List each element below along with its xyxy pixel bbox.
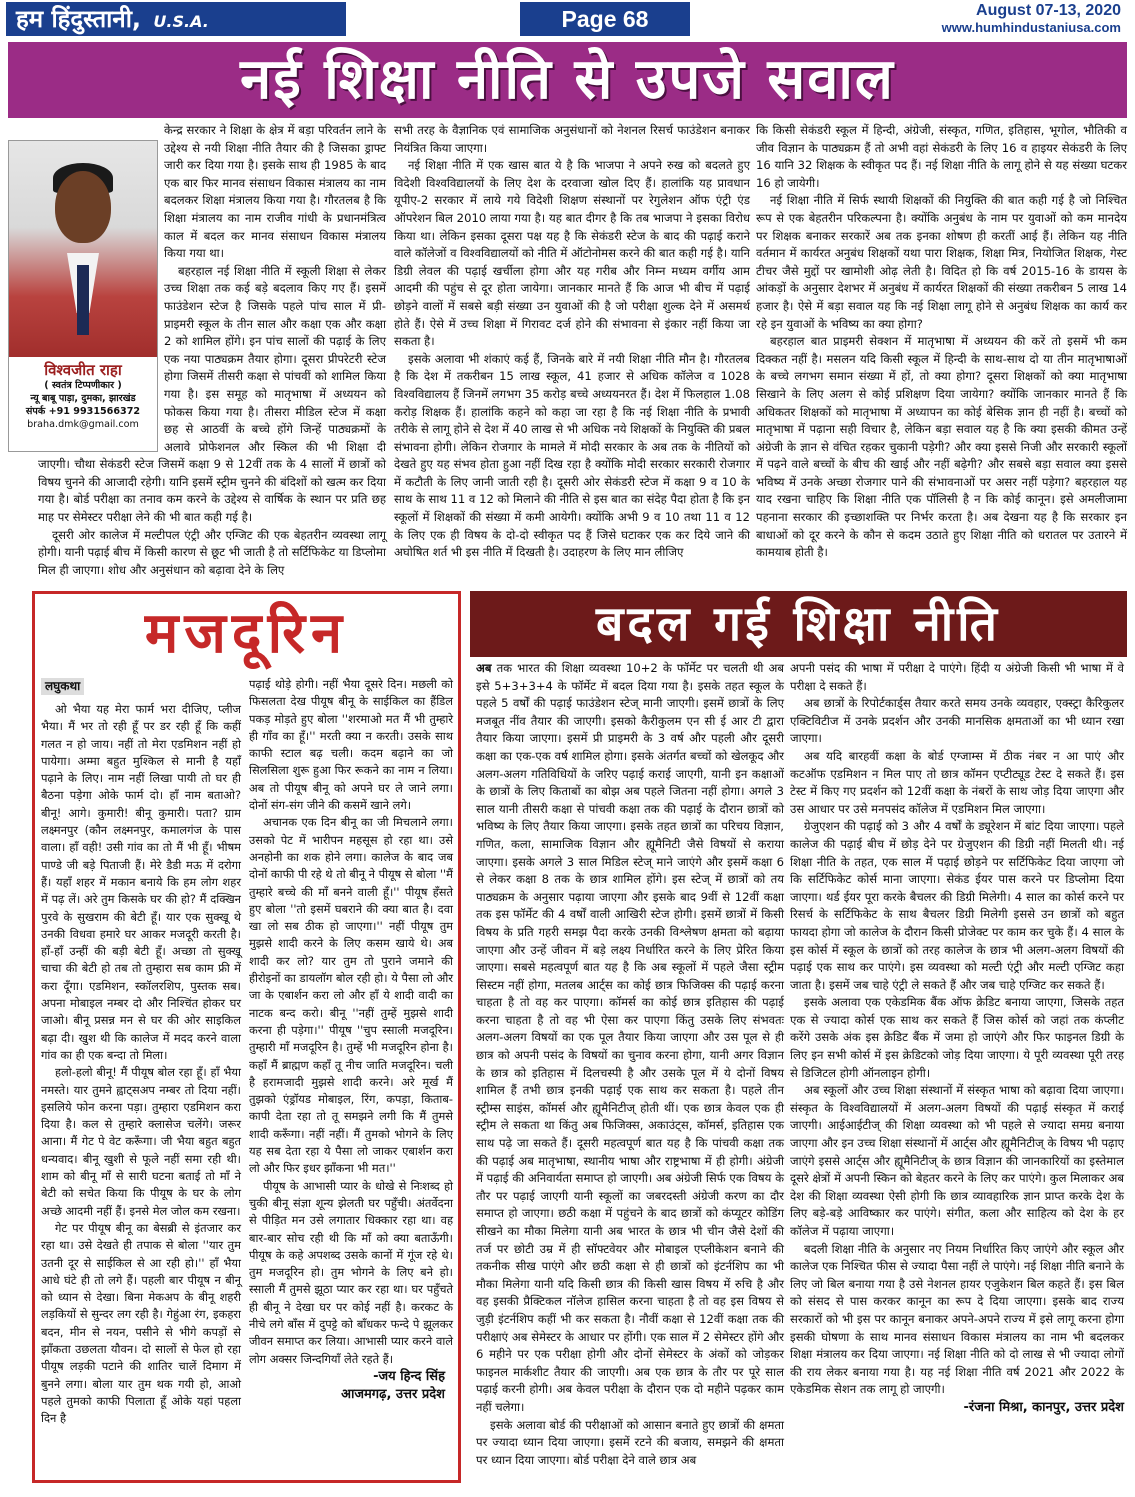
author-name: विश्वजीत राहा bbox=[44, 361, 122, 379]
paragraph: पढ़ाई थोड़े होगी। नहीं भैया दूसरे दिन। मछली को फिसलता देख पीयूष बीनू के साईकिल का हैंडिल पकड़ मोड़ते हुए बोला ''शरमाओ मत मैं भी तुम्हारे ही गाँव का हूँ।'' मरती क्या न करती। उसके साथ काफी स्टाल बढ़ चली। कदम बढ़ाने का जो सिलसिला शुरू हुआ फिर रूकने का नाम न लिया। अब तो पीयूष बीनू को अपने घर ले जाने लगा। दोनों संग-संग जीने की कसमें खाने लगे। bbox=[249, 677, 453, 813]
author-address: न्यू बाबू पाड़ा, दुमका, झारखंड bbox=[30, 393, 136, 404]
paragraph: अपनी पसंद की भाषा में परीक्षा दे पाएंगे। हिंदी य अंग्रेजी किसी भी भाषा में वे परीक्षा दे सकते हैं। bbox=[790, 661, 1124, 693]
website-url[interactable]: www.humhindustaniusa.com bbox=[941, 20, 1121, 35]
story-column-2 bbox=[249, 676, 453, 1480]
paragraph: हलो-हलो बीनू! मैं पीयूष बोल रहा हूँ। हाँ भैया नमस्ते। यार तुमने ह्वाट्सअप नम्बर तो दिया नहीं। इसलिये फोन करना पड़ा। तुम्हारा एडमिशन करा दिया है। कल से तुम्हारे क्लासेज चलेंगे। जरूर आना। मैं गेट पे वेट करूँगा। जी भैया बहुत बहुत धन्यवाद। बीनू खुशी से फूले नहीं समा रही थी। शाम को बीनू माँ से सारी घटना बताई तो माँ ने बेटी को सचेत किया कि पीयूष के घर के लोग अच्छे आदमी नहीं हैं। इनसे मेल जोल कम रखना। bbox=[41, 1065, 241, 1218]
paragraph: बहरहाल बात प्राइमरी सेक्शन में मातृभाषा में अध्ययन की करें तो इसमें भी कम दिक्कत नहीं है। मसलन यदि किसी स्कूल में हिन्दी के साथ-साथ दो या तीन मातृभाषाओं के बच्चे लगभग समान संख्या में हों, तो क्या होगा? दूसरा शिक्षकों को क्या मातृभाषा सिखाने के लिए अलग से कोई प्रशिक्षण दिया जायेगा? क्योंकि जानकार मानते हैं कि अधिकतर शिक्षकों को मातृभाषा में अध्यापन का कोई बेसिक ज्ञान ही नहीं है। बच्चों को मातृभाषा में पढ़ाना सही विचार है, लेकिन बड़ा सवाल यह है कि क्या इसकी कीमत उन्हें अंग्रेजी के ज्ञान से वंचित रहकर चुकानी पड़ेगी? और क्या इससे निजी और सरकारी स्कूलों में पढ़ने वाले बच्चों के बीच की खाई और नहीं बढ़ेगी? और सबसे बड़ा सवाल क्या इससे भविष्य में उनके अच्छा रोजगार पाने की संभावनाओं पर असर नहीं पड़ेगा? बहरहाल यह याद रखना चाहिए कि शिक्षा नीति एक पॉलिसी है न कि कोई कानून। इसे अमलीजामा पहनाना सरकार की इच्छाशक्ति पर निर्भर करता है। अब देखना यह है कि सरकार इन बाधाओं को दूर करने के कौन से कदम उठाते हुए शिक्षा नीति को धरातल पर उतारने में कामयाब होती है। bbox=[756, 334, 1127, 560]
paragraph: अब यदि बारहवीं कक्षा के बोर्ड एग्जाम्स में ठीक नंबर न आ पाएं और कटऑफ एडमिशन न मिल पाए तो छात्र कॉमन एप्टीट्यूड टेस्ट दे सकते हैं। इस टेस्ट में किए गए प्रदर्शन को 12वीं कक्षा के नंबरों के साथ जोड़ दिया जाएगा और उस आधार पर उसे मनपसंद कॉलेज में एडमिशन मिल जाएगा। bbox=[790, 748, 1125, 816]
author-role: ( स्वतंत्र टिप्पणीकार ) bbox=[44, 380, 122, 391]
paragraph: सभी तरह के वैज्ञानिक एवं सामाजिक अनुसंधानों को नेशनल रिसर्च फाउंडेशन बनाकर नियंत्रित किया जाएगा। bbox=[394, 123, 750, 155]
story-byline-place: आजमगढ़, उत्तर प्रदेश bbox=[341, 1386, 445, 1402]
article-right-byline: -रंजना मिश्रा, कानपुर, उत्तर प्रदेश bbox=[963, 1399, 1124, 1415]
story-column-1 bbox=[41, 678, 241, 1478]
lead-word: अब bbox=[476, 661, 492, 675]
top-bar bbox=[0, 0, 1135, 40]
article-top-column-3 bbox=[756, 122, 1127, 584]
paragraph: अब छात्रों के रिपोर्टकार्ड्स तैयार करते समय उनके व्यवहार, एक्स्ट्रा कैरिकुलर एक्टिविटीज में उनके प्रदर्शन और उनकी मानसिक क्षमताओं का भी ध्यान रखा जाएगा। bbox=[790, 696, 1124, 746]
story-kind-label: लघुकथा bbox=[41, 678, 84, 695]
date-block bbox=[942, 2, 1121, 36]
paragraph: नई शिक्षा नीति में सिर्फ स्थायी शिक्षकों की नियुक्ति की बात कही गई है जो निश्चित रूप से एक बेहतरीन परिकल्पना है। क्योंकि अनुबंध के नाम पर युवाओं को कम मानदेय पर शिक्षक बनाकर सरकारें अब तक इनका शोषण ही करतीं आई हैं। लेकिन यह नीति वर्तमान में कार्यरत अनुबंध शिक्षकों यथा पारा शिक्षक, शिक्षा मित्र, नियोजित शिक्षक, गेस्ट टीचर जैसे मुद्दों पर खामोशी ओढ़ लेती है। विदित हो कि वर्ष 2015-16 के डायस के आंकड़ों के अनुसार देशभर में अनुबंध में कार्यरत शिक्षकों की संख्या तकरीबन 5 लाख 14 हजार है। ऐसे में बड़ा सवाल यह कि नई शिक्षा लागू होने से अनुबंध शिक्षक का कार्य कर रहे इन युवाओं के भविष्य का क्या होगा? bbox=[756, 193, 1127, 331]
paragraph: बदली शिक्षा नीति के अनुसार नए नियम निर्धारित किए जाएंगे और स्कूल और कालेज एक निश्चित फीस से ज्यादा पैसा नहीं ले पाएंगे। नई शिक्षा नीति बनाने के लिए जो बिल बनाया गया है उसे नेशनल हायर एजुकेशन बिल कहते हैं। इस बिल को संसद से पास करकर कानून का रूप दे दिया जाएगा। इसके बाद राज्य सरकारों को भी इस पर कानून बनाकर अपने-अपने राज्य में इसे लागू करना होगा इसकी घोषणा के साथ मानव संसाधन विकास मंत्रालय का नाम भी बदलकर शिक्षा मंत्रालय कर दिया जाएगा। नई शिक्षा नीति को दो लाख से भी ज्यादा लोगों की राय लेकर बनाया गया है। यह नई शिक्षा नीति वर्ष 2021 और 2022 के एकेडमिक सेशन तक लागू हो जाएगी। bbox=[790, 1241, 1124, 1397]
paragraph: नई शिक्षा नीति में एक खास बात ये है कि भाजपा ने अपने रुख को बदलते हुए विदेशी विश्वविद्यालयों के लिए देश के दरवाजा खोल दिए हैं। हालांकि यह प्रावधान यूपीए-2 सरकार में लाये गये विदेशी शिक्षण संस्थानों पर रेगुलेशन ऑफ एंट्री एंड ऑपरेशन बिल 2010 लाया गया है। यह बात दीगर है कि तब भाजपा ने इसका विरोध किया था। लेकिन इसका दूसरा पक्ष यह है कि सेकंडरी स्टेज के बाद की पढ़ाई कराने वाले कॉलेजों व विश्वविद्यालयों को नीति में ऑटोनोमस करने की बात कही गई है। यानि डिग्री लेवल की पढ़ाई खर्चीला होगा और यह गरीब और निम्न मध्यम वर्गीय आम आदमी की पहुंच से दूर होता जायेगा। जानकार मानते हैं कि आज भी बीच में पढ़ाई छोड़ने वालों में सबसे बड़ी संख्या उन युवाओं की है जो परीक्षा शुल्क देने में असमर्थ होते हैं। ऐसे में उच्च शिक्षा में गिरावट दर्ज होने की संभावना से इंकार नहीं किया जा सकता है। bbox=[394, 158, 750, 349]
page-number: Page 68 bbox=[520, 2, 690, 36]
paragraph: दूसरी ओर कालेज में मल्टीपल एंट्री और एग्जिट की एक बेहतरीन व्यवस्था लागू होगी। यानी पढ़ाई बीच में किसी कारण से छूट भी जाती है तो सर्टिफिकेट या डिप्लोमा मिल ही जाएगा। शोध और अनुसंधान को बढ़ावा देने के लिए bbox=[38, 527, 386, 577]
article-top-column-1 bbox=[25, 122, 386, 584]
paragraph: अचानक एक दिन बीनू का जी मिचलाने लगा। उसको पेट में भारीपन महसूस हो रहा था। उसे अनहोनी का शक होने लगा। कालेज के बाद जब दोनों काफी पी रहे थे तो बीनू ने पीयूष से बोला ''मैं तुम्हारे बच्चे की माँ बनने वाली हूँ।'' पीयूष हँसते हुए बोला ''तो इसमें घबराने की क्या बात है। दवा खा लो सब ठीक हो जाएगा।'' नहीं पीयूष तुम मुझसे शादी करने के लिए कसम खाये थे। अब शादी कर लो? यार तुम तो पुराने जमाने की हीरोइनों का डायलॉग बोल रही हो। ये पैसा लो और जा के एबार्शन करा लो और हाँ ये शादी वादी का नाटक बन्द करो। बीनू ''नहीं तुम्हें मुझसे शादी करना ही पड़ेगा।'' पीयूष ''चुप स्साली मजदूरिन। तुम्हारी माँ मजदूरिन है। तुम्हें भी मजदूरिन होना है। कहाँ मैं ब्राह्मण कहाँ तू नीच जाति मजदूरिन। चली है हरामजादी मुझसे शादी करने। अरे मूर्ख मैं तुझको एंड्रॉयड मोबाइल, रिंग, कपड़ा, किताब-कापी देता रहा तो तू समझने लगी कि मैं तुमसे शादी करूँगा। नहीं नहीं। मैं तुमको भोगने के लिए यह सब देता रहा ये पैसा लो जाकर एबार्शन करा लो और फिर इधर झाँकना भी मत।'' bbox=[249, 815, 453, 1176]
author-email[interactable]: braha.dmk@gmail.com bbox=[27, 419, 139, 430]
article-right-column-2 bbox=[790, 660, 1124, 1486]
article-top-column-2 bbox=[394, 122, 750, 584]
author-box bbox=[8, 140, 158, 452]
story-box bbox=[32, 591, 461, 1483]
paragraph-text: तक भारत की शिक्षा व्यवस्था 10+2 के फॉर्मेट पर चलती थी अब इसे 5+3+3+4 के फॉर्मेट में बदल दिया गया है। इसके तहत स्कूल के पहले 5 वर्षों की पढ़ाई फाउंडेशन स्टेज् मानी जाएगी। इसमें छात्रों के लिए मजबूत नींव तैयार की जाएगी। इसको कैरीकुलम एन सी ई आर टी द्वारा तैयार किया जाएगा। इसमें प्री प्राइमरी के 3 वर्ष और पहली और दूसरी कक्षा का एक-एक वर्ष शामिल होगा। इसके अंतर्गत बच्चों को खेलकूद और अलग-अलग गतिविधियों के जरिए पढ़ाई कराई जाएगी, यानी इन कक्षाओं के छात्रों के लिए किताबों का बोझ अब पहले जितना नहीं होगा। अगले 3 साल यानी तीसरी कक्षा से पांचवी कक्षा तक की पढ़ाई के दौरान छात्रों को भविष्य के लिए तैयार किया जाएगा। इसके तहत छात्रों का परिचय विज्ञान, गणित, कला, सामाजिक विज्ञान और ह्यूमैनिटी जैसे विषयों से कराया जाएगा। इसके अगले 3 साल मिडिल स्टेज् माने जाएंगे और इसमें कक्षा 6 से लेकर कक्षा 8 तक के छात्र शामिल होंगे। इस स्टेज् में छात्रों को तय पाठ्यक्रम के अनुसार पढ़ाया जाएगा और इसके बाद 9वीं से 12वीं कक्षा तक इस फॉर्मेट की 4 वर्षों वाली आखिरी स्टेज होगी। इसमें छात्रों में किसी विषय के प्रति गहरी समझ पैदा करके उनकी विश्लेषण क्षमता को बढ़ाया जाएगा और उन्हें जीवन में बड़े लक्ष्य निर्धारित करने के लिए प्रेरित किया जाएगा। सबसे महत्वपूर्ण बात यह है कि अब स्कूलों में पहले जैसा स्ट्रीम सिस्टम नहीं होगा, मतलब आर्ट्स का कोई छात्र फिजिक्स की पढ़ाई करना चाहता है तो वह कर पाएगा। कॉमर्स का कोई छात्र इतिहास की पढ़ाई करना चाहता है तो वह भी ऐसा कर पाएगा किंतु उसके लिए संभवतः अलग-अलग विषयों का एक पूल तैयार किया जाएगा और उस पूल से ही छात्र को अपनी पसंद के विषयों का चुनाव करना होगा, यानी अगर विज्ञान के छात्र को इतिहास में दिलचस्पी है और उसके पूल में ये दोनों विषय शामिल हैं तभी छात्र इनकी पढ़ाई एक साथ कर सकता है। पहले तीन स्ट्रीम्स साइंस, कॉमर्स और ह्यूमैनिटीज् होती थीं। एक छात्र केवल एक ही स्ट्रीम ले सकता था किंतु अब फिजिक्स, अकाउंट्स, कॉमर्स, इतिहास एक साथ पढ़े जा सकते हैं। दूसरी महत्वपूर्ण बात यह है कि पांचवी कक्षा तक की पढ़ाई अब मातृभाषा, स्थानीय भाषा और राष्ट्रभाषा में ही होगी। अंग्रेजी में पढ़ाई की अनिवार्यता समाप्त हो जाएगी। अब अंग्रेजी सिर्फ एक विषय के तौर पर पढ़ाई जाएगी यानी स्कूलों का जबरदस्ती अंग्रेजी करण का दौर समाप्त हो जाएगा। छठी कक्षा में पहुंचने के बाद छात्रों को कंप्यूटर कोडिंग सीखने का मौका मिलेगा यानी अब भारत के छात्र भी चीन जैसे देशों की तर्ज पर छोटी उम्र में ही सॉफ्टवेयर और मोबाइल एप्लीकेशन बनाने की तकनीक सीख पाएंगे और छठी कक्षा से ही छात्रों को इंटर्नशिप का भी मौका मिलेगा यानी यदि किसी छात्र की किसी खास विषय में रुचि है और वह इसकी प्रैक्टिकल नॉलेज हासिल करना चाहता है तो वह इस विषय से जुड़ी इंटर्नशिप कहीं भी कर सकता है। नौवीं कक्षा से 12वीं कक्षा तक की परीक्षाएं अब सेमेस्टर के आधार पर होंगी। एक साल में 2 सेमेस्टर होंगे और 6 महीने पर एक परीक्षा होगी और दोनों सेमेस्टर के अंकों को जोड़कर फाइनल मार्कशीट तैयार की जाएगी। अब एक छात्र के तौर पर पूरे साल पढ़ाई करनी होगी। अब केवल परीक्षा के दौरान एक दो महीने पढ़कर काम नहीं चलेगा। bbox=[476, 661, 784, 1414]
paragraph: ओ भैया यह मेरा फार्म भरा दीजिए, प्लीज भैया। मैं भर तो रही हूँ पर डर रही हूँ कि कहीं गलत न हो जाय। नहीं तो मेरा एडमिशन नहीं हो पायेगा। अम्मा बहुत मुश्किल से मानी है यहाँ पढ़ाने के लिए। नाम नहीं लिखा पायी तो घर ही बैठना पड़ेगा ओके फार्म दो। हाँ नाम बताओ? बीनू! आगे। कुमारी! बीनू कुमारी। पता? ग्राम लक्ष्मनपुर (कौन लक्ष्मनपुर, कमालगंज के पास वाला। हाँ वही! उसी गांव का तो मैं भी हूँ। भीषम पाण्डे जी बड़े पिताजी हैं। मेरे डैडी मऊ में दरोगा हैं। यहाँ शहर में मकान बनाये कि हम लोग शहर में पढ़ लें। अरे तुम किसके घर की हो? मैं दक्खिन पुरवे के सुखराम की बेटी हूँ। यार एक सुक्खू थे उनकी विधवा हमारे घर आकर मजदूरी करती है। हाँ-हाँ उन्हीं की बड़ी बेटी हूँ। अच्छा तो सुक्खू चाचा की बेटी हो तब तो तुम्हारा सब काम फ्री में करा दूँगा। एडमिशन, स्कॉलरशिप, पुस्तक सब। अपना मोबाइल नम्बर दो और निश्चिंत होकर घर जाओ। बीनू प्रसन्न मन से घर की ओर साइकिल बढ़ा दी। खुश थी कि कालेज में मदद करने वाला गांव का ही एक बन्दा तो मिला। bbox=[41, 702, 241, 1062]
author-contact: संपर्क +91 9931566372 bbox=[25, 406, 141, 417]
issue-date: August 07-13, 2020 bbox=[976, 2, 1121, 19]
paragraph bbox=[476, 660, 784, 1417]
paragraph: इसके अलावा बोर्ड की परीक्षाओं को आसान बनाते हुए छात्रों की क्षमता पर ज्यादा ध्यान दिया जाएगा। इसमें रटने की बजाय, समझने की क्षमता पर ध्यान दिया जाएगा। बोर्ड परीक्षा देने वाले छात्र अब bbox=[476, 1417, 784, 1467]
paragraph: बहरहाल नई शिक्षा नीति में स्कूली शिक्षा से लेकर उच्च शिक्षा तक कई बड़े बदलाव किए गए हैं। इसमें फाउंडेशन स्टेज है जिसके पहले पांच साल में प्री-प्राइमरी स्कूल के तीन साल और कक्षा एक और कक्षा 2 को शामिल होंगे। इन पांच सालों की पढ़ाई के लिए एक नया पाठ्यक्रम तैयार होगा। दूसरा प्रीपरेटरी स्टेज होगा जिसमें तीसरी कक्षा से पांचवीं को शामिल किया गया है। इस समूह को मातृभाषा में अध्ययन को फोकस किया गया है। तीसरा मीडिल स्टेज में कक्षा छह से आठवीं के बच्चे होंगे जिन्हें पाठ्यक्रमों के अलावे प्रोफेशनल और स्किल की भी शिक्षा दी जाएगी। चौथा सेकंडरी स्टेज जिसमें कक्षा 9 से 12वीं तक के 4 सालों में छात्रों को विषय चुनने की आजादी रहेगी। यानि इसमें स्ट्रीम चुनने की बंदिशों को खत्म कर दिया गया है। बोर्ड परीक्षा का तनाव कम करने के उद्देश्य से वार्षिक के स्थान पर प्रति छह माह पर सेमेस्टर परीक्षा लेने की भी बात कही गई है। bbox=[38, 263, 386, 525]
headline-banner: नई शिक्षा नीति से उपजे सवाल bbox=[8, 42, 1127, 118]
paragraph: गेट पर पीयूष बीनू का बेसब्री से इंतजार कर रहा था। उसे देखते ही तपाक से बोला ''यार तुम उतनी दूर से साईकिल से आ रही हो।'' हाँ भैया आधे घंटे ही तो लगे हैं। पहली बार पीयूष न बीनू को ध्यान से देखा। बिना मेकअप के बीनू शहरी लड़कियों से सुन्दर लग रही है। गेहुंआ रंग, इकहरा बदन, मीन से नयन, पसीने से भीगे कपड़ों से झाँकता उछलता यौवन। दो सालों से फेल हो रहा पीयूष लड़की पटाने की शातिर चालें दिमाग में बुनने लगा। बोला यार तुम थक गयी हो, आओ पहले तुमको काफी पिलाता हूँ ओके यहां पहला दिन है bbox=[41, 1220, 241, 1426]
masthead-title: हम हिंदुस्तानी, bbox=[16, 5, 142, 33]
author-photo bbox=[9, 141, 157, 357]
paragraph: अब स्कूलों और उच्च शिक्षा संस्थानों में संस्कृत भाषा को बढ़ावा दिया जाएगा। संस्कृत के विश्वविद्यालयों में अलग-अलग विषयों की पढ़ाई संस्कृत में कराई जाएगी। आईआईटीज् की शिक्षा व्यवस्था को भी पहले से ज्यादा समग्र बनाया जाएगा और इन उच्च शिक्षा संस्थानों में आर्ट्स और ह्यूमैनिटीज् के विषय भी पढ़ाए जाएंगे इससे आर्ट्स और ह्यूमैनिटीज् के छात्र विज्ञान की जानकारियों का इस्तेमाल दूसरे क्षेत्रों में अपनी स्किन को बेहतर करने के लिए कर पाएंगे। कुल मिलाकर अब देश की शिक्षा व्यवस्था ऐसी होगी कि छात्र व्यावहारिक ज्ञान प्राप्त करके देश के लिए बड़े-बड़े आविष्कार कर पाएंगे। संगीत, कला और साहित्य को देश के हर कॉलेज में पढ़ाया जाएगा। bbox=[790, 1083, 1124, 1238]
masthead-edition: U.S.A. bbox=[153, 12, 209, 31]
paragraph: इसके अलावा भी शंकाएं कई हैं, जिनके बारे में नयी शिक्षा नीति मौन है। गौरतलब है कि देश में तकरीबन 15 लाख स्कूल, 41 हजार से अधिक कॉलेज व 1028 विश्वविद्यालय हैं जिनमें लगभग 35 करोड़ बच्चे अध्ययनरत हैं। देश में फिलहाल 1.08 करोड़ शिक्षक हैं। हालांकि कहने को कहा जा रहा है कि नई शिक्षा नीति के प्रभावी तरीके से लागू होने से देश में 40 लाख से भी अधिक नये शिक्षकों के नियुक्ति की प्रबल संभावना होगी। लेकिन रोजगार के मामले में मोदी सरकार के अब तक के नीतियों को देखते हुए यह संभव होता हुआ नहीं दिख रहा है क्योंकि मोदी सरकार सरकारी रोजगार में कटौती के लिए जानी जाती रही है। दूसरी ओर सेकंडरी स्टेज में कक्षा 9 व 10 के साथ के साथ 11 व 12 को मिलाने की नीति से इस बात का संदेह पैदा होता है कि इन स्कूलों में शिक्षकों की संख्या में कमी आयेगी। क्योंकि अभी 9 व 10 तथा 11 व 12 के लिए एक ही विषय के दो-दो स्वीकृत पद हैं जिसे घटाकर एक कर दिये जाने की अघोषित शर्त भी इस नीति में दिखती है। उदाहरण के लिए मान लीजिए bbox=[394, 351, 750, 560]
paragraph: ग्रेजुएशन की पढ़ाई को 3 और 4 वर्षों के ड्यूरेशन में बांट दिया जाएगा। पहले कालेज की पढ़ाई बीच में छोड़ देने पर ग्रेजुएशन की डिग्री नहीं मिलती थी। नई शिक्षा नीति के तहत, एक साल में पढ़ाई छोड़ने पर सर्टिफिकेट दिया जाएगा जो कि सर्टिफिकेट कोर्स माना जाएगा। सेकंड ईयर पास करने पर डिप्लोमा दिया जाएगा। थर्ड ईयर पूरा करके बैचलर की डिग्री मिलेगी। 4 साल का कोर्स करने पर रिसर्च के सर्टिफिकेट के साथ बैचलर डिग्री मिलेगी इससे उन छात्रों को बहुत फायदा होगा जो कालेज के दौरान किसी प्रोजेक्ट पर काम कर चुके हैं। 4 साल के इस कोर्स में स्कूल के छात्रों को तरह कालेज के छात्र भी अलग-अलग विषयों की पढ़ाई एक साथ कर पाएंगे। इस व्यवस्था को मल्टी एंट्री और मल्टी एग्जिट कहा जाता है। इसमें जब चाहे एंट्री ले सकते हैं और जब चाहे एग्जिट कर सकते हैं। bbox=[790, 819, 1124, 992]
paragraph: इसके अलावा एक एकेडमिक बैंक ऑफ क्रेडिट बनाया जाएगा, जिसके तहत एक से ज्यादा कोर्स एक साथ कर सकते हैं जिस कोर्स को जहां तक कंप्लीट करेंगे उसके अंक इस क्रेडिट बैंक में जमा हो जाएंगे और फिर फाइनल डिग्री के लिए इन सभी कोर्स में इस क्रेडिटको जोड़ दिया जाएगा। ये पूरी व्यवस्था पूरी तरह से डिजिटल होगी ऑनलाइन होगी। bbox=[790, 995, 1124, 1080]
article-right-title: बदल गई शिक्षा नीति bbox=[470, 591, 1127, 657]
story-byline-name: -जय हिन्द सिंह bbox=[373, 1368, 445, 1384]
article-top bbox=[8, 122, 1127, 584]
story-title: मजदूरिन bbox=[144, 601, 349, 666]
article-right-column-1 bbox=[476, 660, 784, 1486]
masthead-logo bbox=[6, 2, 346, 36]
paragraph: कि किसी सेकंडरी स्कूल में हिन्दी, अंग्रेजी, संस्कृत, गणित, इतिहास, भूगोल, भौतिकी व जीव विज्ञान के पाठ्यक्रम हैं तो अभी वहां सेकंडरी के लिए 16 व हाइयर सेकंडरी के लिए 16 यानि 32 शिक्षक के स्वीकृत पद हैं। नई शिक्षा नीति के लागू होने से यह संख्या घटकर 16 हो जायेगी। bbox=[756, 123, 1127, 190]
paragraph: पीयूष के आभासी प्यार के धोखे से निःशब्द हो चुकी बीनू संज्ञा शून्य झेलती घर पहुँची। अंतर्वेदना से पीड़ित मन उसे लगातार धिक्कार रहा था। वह बार-बार सोच रही थी कि माँ को क्या बताऊँगी। पीयूष के कहे अपशब्द उसके कानों में गूंज रहे थे। तुम मजदूरिन हो। तुम भोगने के लिए बने हो। स्साली मैं तुमसे झूठा प्यार कर रहा था। घर पहुँचते ही बीनू ने देखा घर पर कोई नहीं है। करकट के नीचे लगे बाँस में दुपट्टे को बाँधकर फन्दे पे झूलकर जीवन समाप्त कर लिया। आभासी प्यार करने वाले लोग अक्सर जिन्दगियाँ लेते रहते हैं। bbox=[249, 1178, 453, 1366]
paragraph: केन्द्र सरकार ने शिक्षा के क्षेत्र में बड़ा परिवर्तन लाने के उद्देश्य से नयी शिक्षा नीति तैयार की है जिसका ड्राफ्ट जारी कर दिया गया है। इसके साथ ही 1985 के बाद एक बार फिर मानव संसाधन विकास मंत्रालय का नाम बदलकर शिक्षा मंत्रालय किया गया है। गौरतलब है कि शिक्षा मंत्रालय का नाम राजीव गांधी के प्रधानमंत्रित्व काल में बदल कर मानव संसाधन विकास मंत्रालय किया गया था। bbox=[164, 123, 386, 261]
